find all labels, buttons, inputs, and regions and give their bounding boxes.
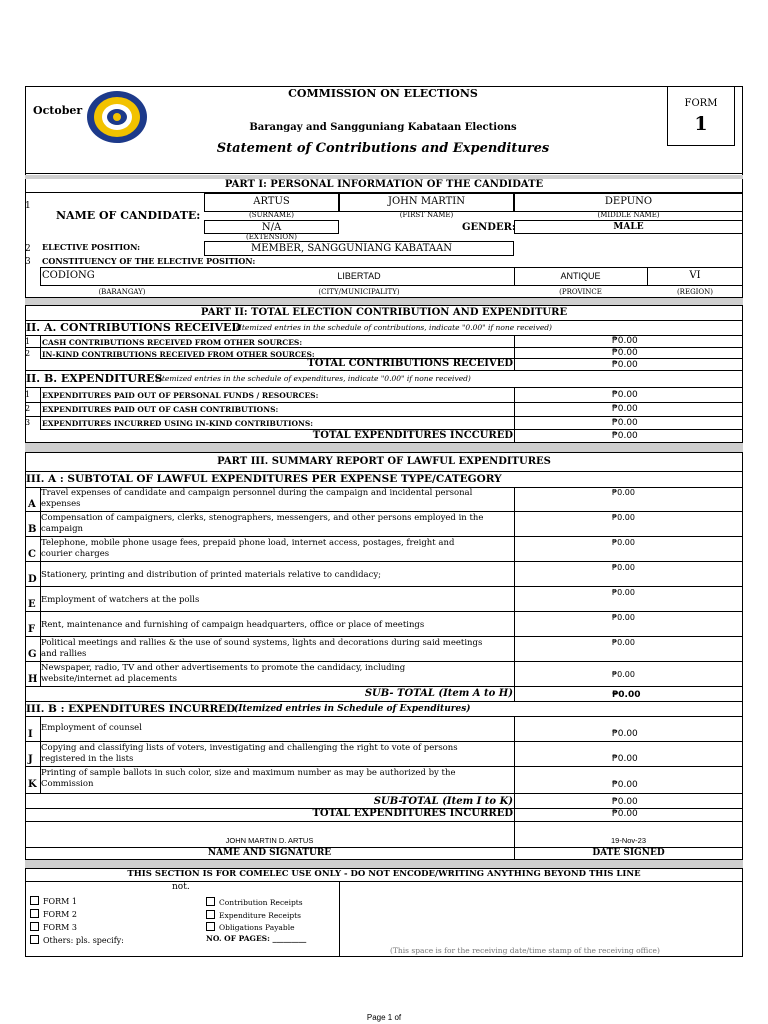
checkbox-contribution-receipts[interactable]: Contribution Receipts	[206, 897, 303, 907]
first-name-caption: (FIRST NAME)	[399, 211, 454, 219]
line-item-amount: ₱0.00	[612, 390, 638, 400]
line-item-label: CASH CONTRIBUTIONS RECEIVED FROM OTHER SOURCES:	[42, 338, 303, 347]
row-number: 2	[25, 244, 31, 254]
checkbox-form1[interactable]: FORM 1	[30, 896, 77, 906]
province-value: ANTIQUE	[560, 271, 601, 281]
part3-title: PART III. SUMMARY REPORT OF LAWFUL EXPENDITURES	[217, 456, 551, 467]
subtotal-a: ₱0.00	[612, 690, 641, 700]
row-number: 1	[25, 390, 31, 399]
item-text-line1: Political meetings and rallies & the use of sound systems, lights and decorations during said meetings	[41, 638, 483, 648]
region-value: VI	[689, 270, 701, 281]
checkbox-others[interactable]: Others: pls. specify:	[30, 935, 124, 945]
item-amount: ₱0.00	[612, 538, 635, 547]
row-number: 2	[25, 349, 31, 358]
table-row	[25, 562, 743, 587]
line-item-amount: ₱0.00	[612, 418, 638, 428]
item-letter: D	[28, 574, 37, 585]
expenditures-note: (Itemized entries in the schedule of expenditures, indicate "0.00" if none received)	[156, 374, 471, 383]
form-number-box	[667, 86, 735, 146]
checkbox-form3[interactable]: FORM 3	[30, 922, 77, 932]
item-text-line2: campaign	[41, 524, 84, 534]
item-letter: G	[28, 649, 37, 660]
checkbox-icon	[30, 909, 39, 918]
middle-name-field[interactable]	[514, 193, 743, 212]
extension-caption: (EXTENSION)	[246, 233, 297, 241]
table-row	[25, 512, 743, 537]
item-text-line1: Rent, maintenance and furnishing of campaign headquarters, office or place of meetings	[41, 620, 425, 630]
table-row	[25, 767, 743, 794]
expenditures-heading: II. B. EXPENDITURES	[26, 372, 163, 385]
position-value: MEMBER, SANGGUNIANG KABATAAN	[251, 243, 453, 254]
item-text-line1: Employment of watchers at the polls	[41, 595, 200, 605]
province-caption: (PROVINCE	[559, 288, 602, 296]
signed-date: 19-Nov-23	[610, 836, 647, 845]
position-field[interactable]	[204, 241, 514, 256]
subtotal-b-label: SUB-TOTAL (Item I to K)	[373, 796, 513, 807]
part2-title: PART II: TOTAL ELECTION CONTRIBUTION AND EXPENDITURE	[200, 307, 568, 318]
stamp-note: (This space is for the receiving date/time stamp of the receiving office)	[390, 946, 660, 955]
barangay-caption: (BARANGAY)	[98, 288, 146, 296]
table-row	[25, 716, 743, 742]
date-signed-label: DATE SIGNED	[592, 848, 665, 858]
item-text-line1: Newspaper, radio, TV and other advertisements to promote the candidacy, including	[41, 663, 406, 673]
row-number: 3	[25, 418, 31, 427]
signatory-name: JOHN MARTIN D. ARTUS	[225, 836, 314, 845]
surname-field[interactable]	[204, 193, 339, 212]
subtotal-a-label: SUB- TOTAL (Item A to H)	[364, 688, 513, 699]
item-text-line1: Printing of sample ballots in such color, size and maximum number as may be authorized by the	[41, 768, 456, 778]
part3b-note: (Itemized entries in Schedule of Expenditures)	[234, 704, 471, 714]
item-amount: ₱0.00	[612, 729, 638, 739]
middle-name-value: DEPUNO	[604, 196, 653, 207]
line-item-amount: ₱0.00	[612, 404, 638, 414]
divider-band	[25, 860, 743, 868]
checkbox-icon	[206, 897, 215, 906]
form-label: FORM	[684, 98, 718, 109]
item-amount: ₱0.00	[612, 780, 638, 790]
agency-name: COMMISSION ON ELECTIONS	[288, 87, 478, 100]
table-row	[25, 487, 743, 512]
line-item-amount: ₱0.00	[612, 348, 638, 358]
item-text-line1: Telephone, mobile phone usage fees, prepaid phone load, internet access, postages, freight and	[41, 538, 455, 548]
line-item-label: IN-KIND CONTRIBUTIONS RECEIVED FROM OTHER SOURCES:	[42, 350, 315, 359]
item-text-line2: Commission	[41, 779, 94, 789]
middle-name-caption: (MIDDLE NAME)	[597, 211, 660, 219]
item-text-line2: and rallies	[41, 649, 87, 659]
row-number: 1	[25, 201, 31, 211]
item-amount: ₱0.00	[612, 754, 638, 764]
table-row	[25, 742, 743, 767]
total-expenditures-label: TOTAL EXPENDITURES INCURRED	[312, 808, 513, 819]
item-letter: E	[28, 599, 36, 610]
gender-field[interactable]	[514, 220, 743, 234]
expenditures-total: ₱0.00	[612, 431, 638, 441]
contributions-total: ₱0.00	[612, 360, 638, 370]
table-row	[25, 637, 743, 662]
extension-value: N/A	[261, 222, 282, 233]
constituency-label: CONSTITUENCY OF THE ELECTIVE POSITION:	[42, 256, 256, 266]
item-letter: C	[28, 549, 36, 560]
contributions-total-label: TOTAL CONTRIBUTIONS RECEIVED	[307, 358, 513, 369]
pages-field[interactable]: NO. OF PAGES: _________	[206, 934, 307, 943]
item-text-line1: Travel expenses of candidate and campaign personnel during the campaign and incidental personal	[41, 488, 473, 498]
checkbox-icon	[206, 910, 215, 919]
contributions-heading: II. A. CONTRIBUTIONS RECEIVED	[26, 321, 241, 334]
extension-field[interactable]	[204, 220, 339, 234]
checkbox-icon	[30, 935, 39, 944]
checkbox-icon	[30, 922, 39, 931]
item-letter: H	[28, 674, 38, 685]
item-amount: ₱0.00	[612, 638, 635, 647]
line-item-label: EXPENDITURES PAID OUT OF CASH CONTRIBUTIONS:	[42, 405, 279, 414]
part3b-heading: III. B : EXPENDITURES INCURRED	[26, 703, 236, 715]
name-signature-label: NAME AND SIGNATURE	[207, 848, 332, 858]
divider-band	[25, 298, 743, 305]
divider-band	[25, 443, 743, 452]
first-name-value: JOHN MARTIN	[387, 196, 466, 207]
item-text-line1: Copying and classifying lists of voters, investigating and challenging the right to vote of persons	[41, 743, 458, 753]
item-amount: ₱0.00	[612, 563, 635, 572]
expenditures-total-label: TOTAL EXPENDITURES INCCURED	[312, 430, 513, 441]
item-amount: ₱0.00	[612, 513, 635, 522]
city-value: LIBERTAD	[337, 271, 381, 281]
contributions-note: (Itemized entries in the schedule of contributions, indicate "0.00" if none received)	[236, 323, 552, 332]
surname-caption: (SURNAME)	[249, 211, 294, 219]
gender-value: MALE	[613, 222, 644, 232]
position-label: ELECTIVE POSITION:	[42, 242, 141, 252]
checkbox-form2[interactable]: FORM 2	[30, 909, 77, 919]
row-number: 2	[25, 404, 31, 413]
item-text-line2: expenses	[41, 499, 81, 509]
line-item-amount: ₱0.00	[612, 336, 638, 346]
part1-title: PART I: PERSONAL INFORMATION OF THE CANDIDATE	[224, 179, 544, 190]
item-text-line2: website/internet ad placements	[41, 674, 178, 684]
region-caption: (REGION)	[676, 288, 714, 296]
item-amount: ₱0.00	[612, 613, 635, 622]
item-letter: J	[28, 754, 33, 765]
page-number: Page 1 of	[366, 1013, 402, 1022]
table-row	[25, 587, 743, 612]
city-caption: (CITY/MUNICIPALITY)	[318, 288, 400, 296]
comelec-seal-icon	[85, 90, 149, 144]
checkbox-icon	[30, 896, 39, 905]
form-number: 1	[694, 113, 708, 135]
not-text: not.	[172, 882, 190, 892]
checkbox-expenditure-receipts[interactable]: Expenditure Receipts	[206, 910, 301, 920]
item-amount: ₱0.00	[612, 588, 635, 597]
item-letter: F	[28, 624, 36, 635]
item-text-line1: Stationery, printing and distribution of printed materials relative to candidacy;	[41, 570, 382, 580]
first-name-field[interactable]	[339, 193, 514, 212]
row-number: 1	[25, 337, 31, 346]
item-letter: K	[28, 779, 37, 790]
item-amount: ₱0.00	[612, 670, 635, 679]
election-name: Barangay and Sangguniang Kabataan Elections	[249, 122, 517, 133]
barangay-value: CODIONG	[42, 270, 95, 281]
month-label: October	[33, 104, 83, 117]
table-row	[25, 662, 743, 687]
row-number: 3	[25, 257, 31, 267]
table-row	[25, 537, 743, 562]
item-amount: ₱0.00	[612, 488, 635, 497]
item-letter: A	[28, 499, 36, 510]
form-title: Statement of Contributions and Expenditures	[216, 141, 550, 156]
item-text-line2: registered in the lists	[41, 754, 134, 764]
checkbox-icon	[206, 922, 215, 931]
item-text-line2: courier charges	[41, 549, 110, 559]
total-expenditures: ₱0.00	[612, 809, 638, 819]
line-item-label: EXPENDITURES PAID OUT OF PERSONAL FUNDS / RESOURCES:	[42, 391, 319, 400]
subtotal-b: ₱0.00	[612, 797, 638, 807]
checkbox-obligations-payable[interactable]: Obligations Payable	[206, 922, 295, 932]
item-letter: B	[28, 524, 37, 535]
item-text-line1: Employment of counsel	[41, 723, 142, 733]
surname-value: ARTUS	[253, 196, 290, 207]
gender-label: GENDER:	[462, 222, 516, 233]
name-label: NAME OF CANDIDATE:	[56, 209, 201, 222]
comelec-banner: THIS SECTION IS FOR COMELEC USE ONLY - DO NOT ENCODE/WRITING ANYTHING BEYOND THIS LINE	[127, 869, 641, 879]
line-item-label: EXPENDITURES INCURRED USING IN-KIND CONTRIBUTIONS:	[42, 419, 314, 428]
part3a-heading: III. A : SUBTOTAL OF LAWFUL EXPENDITURES PER EXPENSE TYPE/CATEGORY	[26, 473, 502, 485]
table-row	[25, 612, 743, 637]
item-text-line1: Compensation of campaigners, clerks, stenographers, messengers, and other persons employed in the	[41, 513, 484, 523]
item-letter: I	[28, 729, 33, 740]
